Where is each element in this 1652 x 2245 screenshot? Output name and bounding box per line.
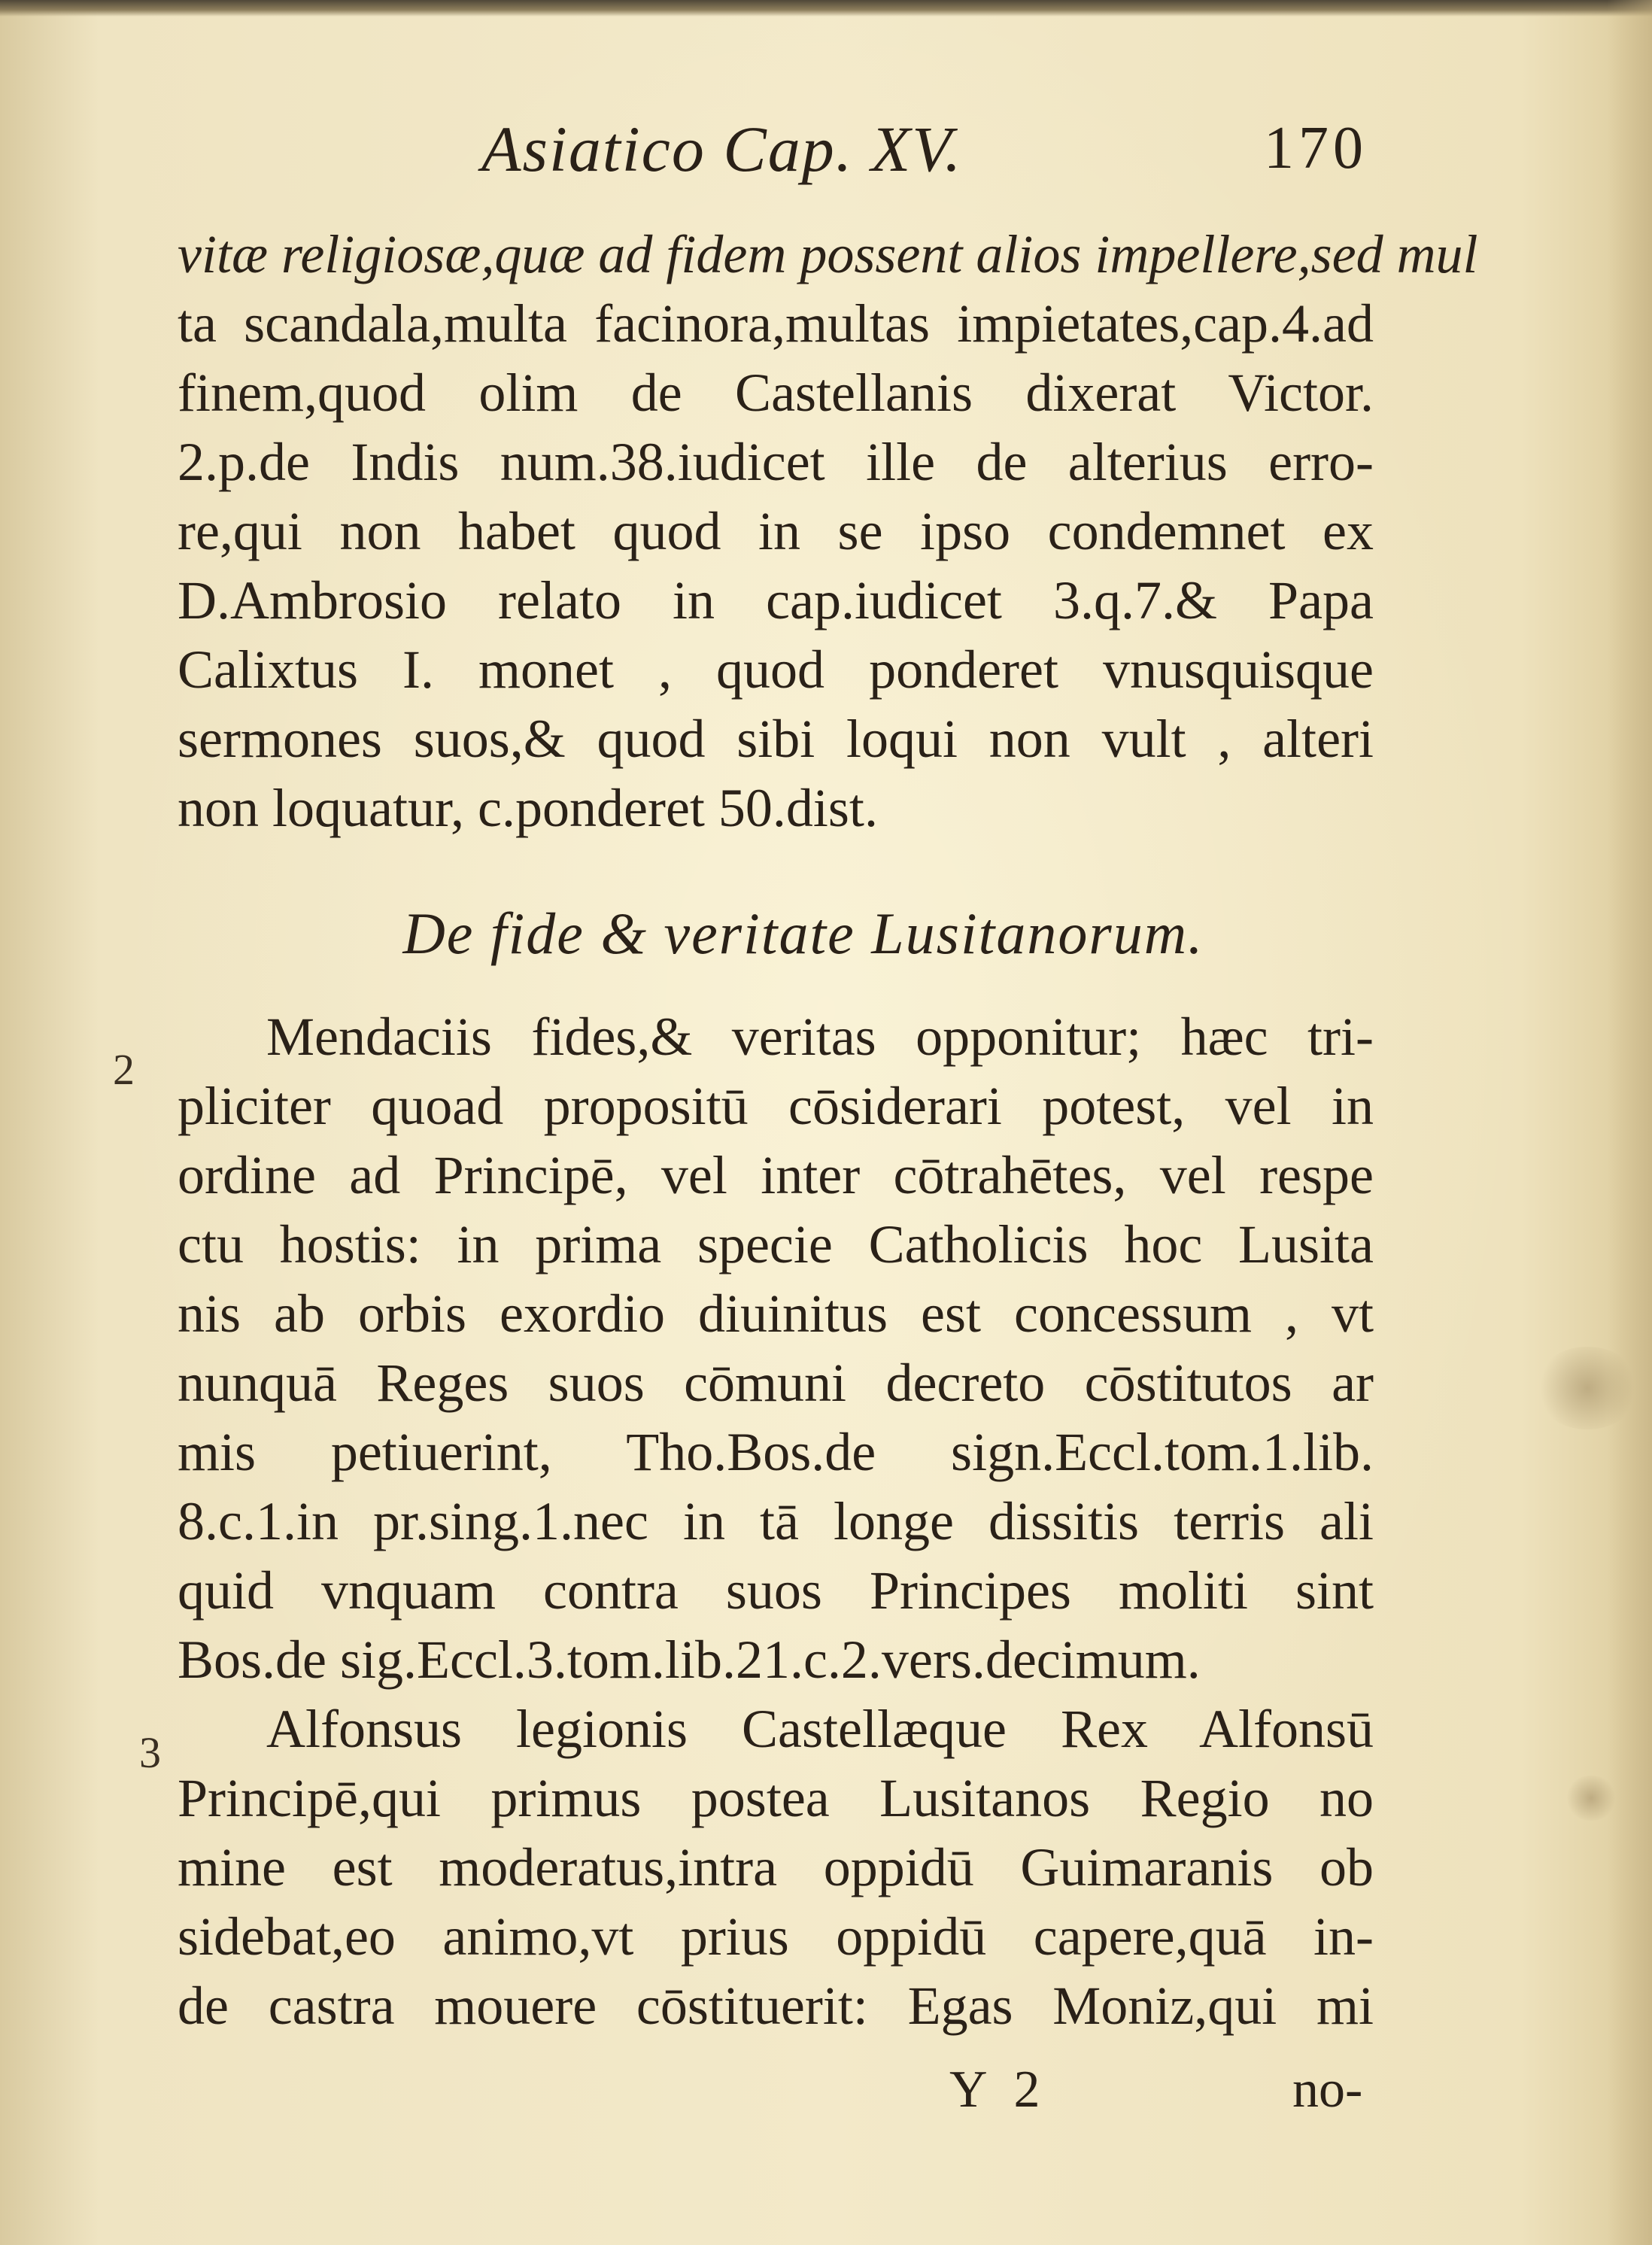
text-line: pliciter quoad propositū cōsiderari potest, vel in <box>178 1076 1374 1136</box>
text-line: nunquā Reges suos cōmuni decreto cōstitutos ar <box>178 1353 1374 1413</box>
text-line: D.Ambrosio relato in cap.iudicet 3.q.7.& Papa <box>178 570 1374 630</box>
text-line: mine est moderatus,intra oppidū Guimaranis ob <box>178 1837 1374 1897</box>
page-top-edge <box>0 0 1652 17</box>
section-heading <box>0 900 1652 968</box>
italic-text: vitæ religiosæ,quæ ad fidem possent alios impellere,sed mul <box>178 224 1478 284</box>
text-line: ordine ad Principē, vel inter cōtrahētes, vel respe <box>178 1145 1374 1205</box>
paragraph-section <box>178 1002 1374 2040</box>
paper-stain <box>1565 1776 1617 1821</box>
text-line: Mendaciis fides,& veritas opponitur; hæc tri- <box>266 1007 1374 1067</box>
page-header <box>0 111 1652 202</box>
text-line: Principē,qui primus postea Lusitanos Regio no <box>178 1768 1374 1828</box>
page-number: 170 <box>1264 115 1368 181</box>
margin-note-number: 3 <box>139 1728 161 1777</box>
text-line: finem,quod olim de Castellanis dixerat Victor. <box>178 363 1374 423</box>
text-line: de castra mouere cōstituerit: Egas Moniz,qui mi <box>178 1976 1374 2036</box>
text-line: Bos.de sig.Eccl.3.tom.lib.21.c.2.vers.decimum. <box>178 1630 1201 1690</box>
page-footer <box>0 2060 1652 2135</box>
text-line <box>178 220 1478 289</box>
text-line: Alfonsus legionis Castellæque Rex Alfonsū <box>266 1699 1374 1759</box>
paper-stain <box>1535 1347 1640 1429</box>
text-line: mis petiuerint, Tho.Bos.de sign.Eccl.tom.1.lib. <box>178 1422 1374 1482</box>
text-line: 2.p.de Indis num.38.iudicet ille de alterius erro- <box>178 432 1374 492</box>
text-line: sermones suos,& quod sibi loqui non vult , alteri <box>178 709 1374 769</box>
catchword: no- <box>1292 2061 1363 2119</box>
text-line: nis ab orbis exordio diuinitus est concessum , vt <box>178 1284 1374 1344</box>
section-heading-text: De fide & veritate Lusitanorum. <box>402 901 1204 966</box>
signature-mark: Y 2 <box>949 2061 1048 2119</box>
text-line: Calixtus I. monet , quod ponderet vnusquisque <box>178 639 1374 700</box>
page-right-edge-shadow <box>1607 0 1652 2245</box>
text-line: ta scandala,multa facinora,multas impietates,cap.4.ad <box>178 293 1374 354</box>
margin-note-number: 2 <box>113 1045 135 1094</box>
running-title: Asiatico Cap. XV. <box>481 113 963 185</box>
text-line: non loquatur, c.ponderet 50.dist. <box>178 778 878 838</box>
text-line: quid vnquam contra suos Principes moliti sint <box>178 1560 1374 1621</box>
text-line: re,qui non habet quod in se ipso condemnet ex <box>178 501 1374 561</box>
paragraph-continued <box>178 220 1478 843</box>
text-line: ctu hostis: in prima specie Catholicis hoc Lusita <box>178 1214 1374 1274</box>
text-line: 8.c.1.in pr.sing.1.nec in tā longe dissitis terris ali <box>178 1491 1374 1551</box>
text-line: sidebat,eo animo,vt prius oppidū capere,quā in- <box>178 1906 1374 1967</box>
